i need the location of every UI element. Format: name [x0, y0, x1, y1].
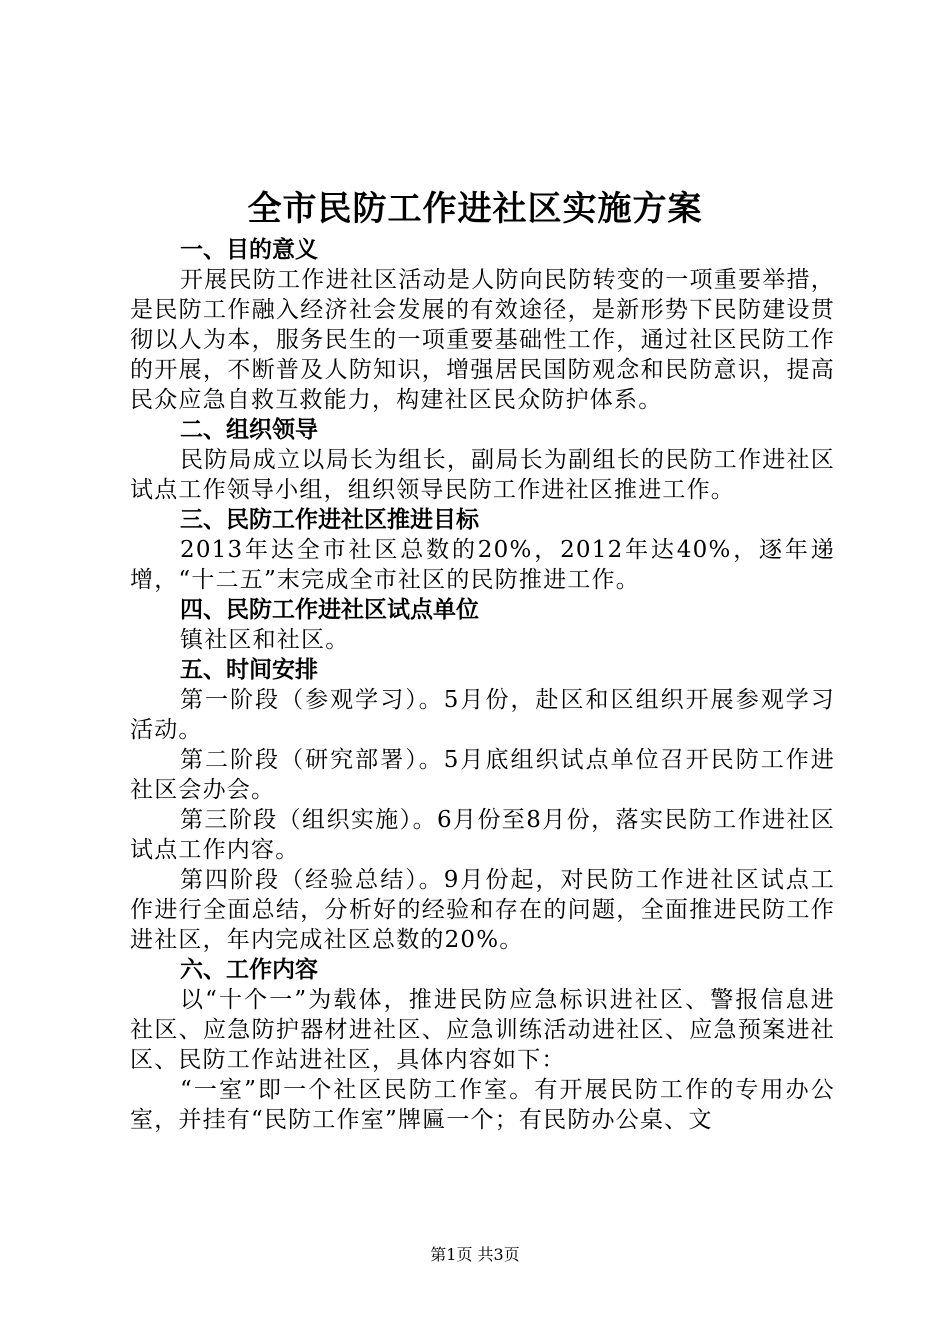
- page-footer: 第1页 共3页: [430, 1245, 520, 1264]
- section-heading: 二、组织领导: [180, 417, 318, 443]
- section-heading: 三、民防工作进社区推进目标: [180, 507, 479, 533]
- paragraph: 第三阶段（组织实施）。6月份至8月份，落实民防工作进社区试点工作内容。: [130, 807, 835, 863]
- paragraph: “一室”即一个社区民防工作室。有开展民防工作的专用办公室，并挂有“民防工作室”牌匾一个；有民防办公桌、文: [130, 1077, 835, 1133]
- section-heading: 四、民防工作进社区试点单位: [180, 597, 479, 623]
- document-body: [130, 235, 835, 1135]
- paragraph: 民防局成立以局长为组长，副局长为副组长的民防工作进社区试点工作领导小组，组织领导民防工作进社区推进工作。: [130, 447, 835, 503]
- section-heading: 一、目的意义: [180, 237, 318, 263]
- paragraph: 开展民防工作进社区活动是人防向民防转变的一项重要举措，是民防工作融入经济社会发展的有效途径，是新形势下民防建设贯彻以人为本，服务民生的一项重要基础性工作，通过社区民防工作的开展，不断普及人防知识，增强居民国防观念和民防意识，提高民众应急自救互救能力，构建社区民众防护体系。: [130, 267, 835, 413]
- document-title: 全市民防工作进社区实施方案: [247, 189, 703, 229]
- paragraph: 以“十个一”为载体，推进民防应急标识进社区、警报信息进社区、应急防护器材进社区、应急训练活动进社区、应急预案进社区、民防工作站进社区，具体内容如下：: [130, 987, 835, 1073]
- paragraph: 镇社区和社区。: [180, 627, 350, 653]
- paragraph: 第一阶段（参观学习）。5月份，赴区和区组织开展参观学习活动。: [130, 687, 835, 743]
- paragraph: 第四阶段（经验总结）。9月份起，对民防工作进社区试点工作进行全面总结，分析好的经验和存在的问题，全面推进民防工作进社区，年内完成社区总数的20%。: [130, 867, 835, 953]
- section-heading: 六、工作内容: [180, 957, 318, 983]
- paragraph: 第二阶段（研究部署）。5月底组织试点单位召开民防工作进社区会办会。: [130, 747, 835, 803]
- section-heading: 五、时间安排: [180, 657, 318, 683]
- paragraph: 2013年达全市社区总数的20%，2012年达40%，逐年递增，“十二五”末完成全市社区的民防推进工作。: [130, 537, 835, 593]
